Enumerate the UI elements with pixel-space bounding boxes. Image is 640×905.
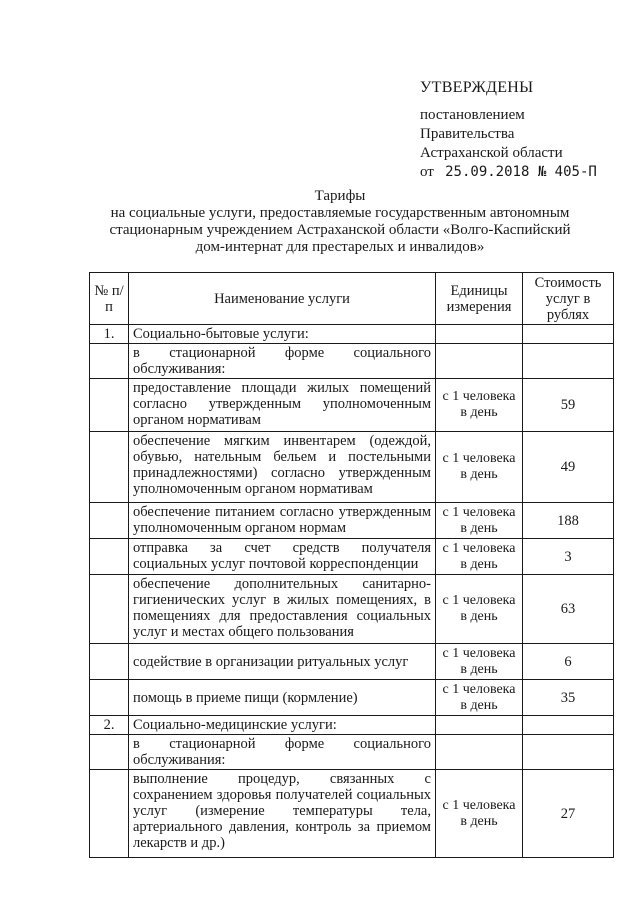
table-row bbox=[90, 644, 614, 680]
cell-unit: с 1 человека в день bbox=[436, 575, 523, 644]
cell-num bbox=[90, 503, 129, 539]
cell-unit: с 1 человека в день bbox=[436, 770, 523, 858]
table-row bbox=[90, 503, 614, 539]
header-num: № п/п bbox=[90, 273, 129, 325]
cell-num bbox=[90, 770, 129, 858]
approval-line-3: Астраханской области bbox=[420, 145, 563, 161]
cell-unit: с 1 человека в день bbox=[436, 680, 523, 716]
title-line-3: стационарным учреждением Астраханской области «Волго-Каспийский bbox=[109, 222, 571, 238]
cell-price: 27 bbox=[523, 770, 614, 858]
document-title bbox=[80, 188, 600, 256]
cell-name: помощь в приеме пищи (кормление) bbox=[129, 680, 436, 716]
cell-num bbox=[90, 735, 129, 770]
cell-unit: с 1 человека в день bbox=[436, 539, 523, 575]
cell-num bbox=[90, 575, 129, 644]
title-line-4: дом-интернат для престарелых и инвалидов» bbox=[195, 239, 485, 255]
header-price: Стоимость услуг в рублях bbox=[523, 273, 614, 325]
table-row bbox=[90, 325, 614, 344]
cell-name: обеспечение дополнительных санитарно-гигиенических услуг в жилых помещениях, в помещениях для предоставления социальных услуг и местах общего пользования bbox=[129, 575, 436, 644]
cell-name: Социально-медицинские услуги: bbox=[129, 716, 436, 735]
cell-name: предоставление площади жилых помещений согласно утвержденным уполномоченным органом нормативам bbox=[129, 379, 436, 432]
approval-block bbox=[420, 78, 597, 182]
cell-num: 2. bbox=[90, 716, 129, 735]
cell-num bbox=[90, 379, 129, 432]
cell-price bbox=[523, 735, 614, 770]
table-row bbox=[90, 716, 614, 735]
cell-price bbox=[523, 344, 614, 379]
title-line-2: на социальные услуги, предоставляемые государственным автономным bbox=[110, 205, 570, 221]
title-line-1: Тарифы bbox=[314, 188, 366, 204]
table-row bbox=[90, 770, 614, 858]
cell-price: 35 bbox=[523, 680, 614, 716]
cell-unit bbox=[436, 735, 523, 770]
cell-num: 1. bbox=[90, 325, 129, 344]
cell-price bbox=[523, 325, 614, 344]
cell-unit: с 1 человека в день bbox=[436, 379, 523, 432]
cell-name: Социально-бытовые услуги: bbox=[129, 325, 436, 344]
cell-name: в стационарной форме социального обслуживания: bbox=[129, 344, 436, 379]
cell-price bbox=[523, 716, 614, 735]
table-row bbox=[90, 344, 614, 379]
cell-price: 6 bbox=[523, 644, 614, 680]
table-row bbox=[90, 432, 614, 503]
cell-unit bbox=[436, 716, 523, 735]
table-row bbox=[90, 539, 614, 575]
cell-unit: с 1 человека в день bbox=[436, 432, 523, 503]
table-row bbox=[90, 680, 614, 716]
table-row bbox=[90, 575, 614, 644]
header-name: Наименование услуги bbox=[129, 273, 436, 325]
cell-unit bbox=[436, 325, 523, 344]
cell-price: 3 bbox=[523, 539, 614, 575]
approval-date-line bbox=[420, 163, 597, 182]
header-unit: Единицы измерения bbox=[436, 273, 523, 325]
cell-name: обеспечение мягким инвентарем (одеждой, обувью, нательным бельем и постельными принадлежностями) согласно утвержденным уполномоченным органом нормативам bbox=[129, 432, 436, 503]
approval-line-1: постановлением bbox=[420, 107, 525, 123]
cell-name: обеспечение питанием согласно утвержденным уполномоченным органом нормам bbox=[129, 503, 436, 539]
approval-date-value: 25.09.2018 № 405-П bbox=[445, 164, 597, 180]
cell-name: выполнение процедур, связанных с сохранением здоровья получателей социальных услуг (измерение температуры тела, артериального давления, контроль за приемом лекарств и др.) bbox=[129, 770, 436, 858]
tariff-table bbox=[89, 272, 614, 858]
cell-name: отправка за счет средств получателя социальных услуг почтовой корреспонденции bbox=[129, 539, 436, 575]
cell-unit: с 1 человека в день bbox=[436, 503, 523, 539]
cell-price: 63 bbox=[523, 575, 614, 644]
table-row bbox=[90, 735, 614, 770]
cell-unit: с 1 человека в день bbox=[436, 644, 523, 680]
approval-heading: УТВЕРЖДЕНЫ bbox=[420, 79, 534, 96]
cell-num bbox=[90, 344, 129, 379]
approval-line-2: Правительства bbox=[420, 126, 515, 142]
cell-unit bbox=[436, 344, 523, 379]
approval-date-prefix: от bbox=[420, 164, 434, 180]
cell-name: в стационарной форме социального обслуживания: bbox=[129, 735, 436, 770]
cell-price: 49 bbox=[523, 432, 614, 503]
cell-num bbox=[90, 432, 129, 503]
cell-num bbox=[90, 644, 129, 680]
cell-price: 59 bbox=[523, 379, 614, 432]
cell-name: содействие в организации ритуальных услуг bbox=[129, 644, 436, 680]
table-row bbox=[90, 379, 614, 432]
cell-price: 188 bbox=[523, 503, 614, 539]
cell-num bbox=[90, 539, 129, 575]
table-header-row bbox=[90, 273, 614, 325]
cell-num bbox=[90, 680, 129, 716]
